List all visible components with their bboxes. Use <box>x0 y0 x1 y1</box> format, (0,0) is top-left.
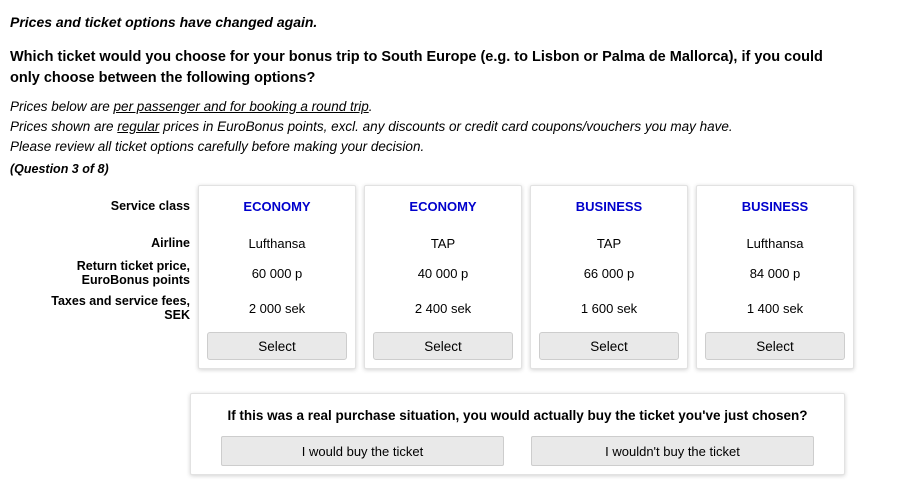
fineprint-line2: Prices shown are regular prices in EuroBonus points, excl. any discounts or credit card coupons/vouchers you may have. <box>10 119 733 134</box>
price-fineprint <box>10 97 890 157</box>
row-labels-column <box>10 185 190 330</box>
airline-value: TAP <box>430 235 456 251</box>
ticket-option-card-2 <box>364 185 522 369</box>
confirmation-question: If this was a real purchase situation, you would actually buy the ticket you've just chosen? <box>227 408 808 423</box>
row-label-fees: Taxes and service fees, SEK <box>51 294 190 322</box>
would-not-buy-button[interactable]: I wouldn't buy the ticket <box>531 436 814 466</box>
airline-value: Lufthansa <box>746 235 804 251</box>
price-value: 60 000 p <box>251 265 303 281</box>
ticket-option-card-4 <box>696 185 854 369</box>
select-button-4[interactable]: Select <box>705 332 845 360</box>
service-class-value: ECONOMY <box>243 198 311 214</box>
ticket-options-table <box>10 185 890 369</box>
purchase-confirmation-panel <box>190 393 845 475</box>
ticket-option-card-1 <box>198 185 356 369</box>
price-value: 66 000 p <box>583 265 635 281</box>
price-value: 40 000 p <box>417 265 469 281</box>
select-button-2[interactable]: Select <box>373 332 513 360</box>
would-buy-button[interactable]: I would buy the ticket <box>221 436 504 466</box>
change-notice: Prices and ticket options have changed again. <box>10 14 318 30</box>
service-class-value: BUSINESS <box>741 198 809 214</box>
row-label-airline: Airline <box>151 236 190 250</box>
fees-value: 1 400 sek <box>746 300 804 316</box>
select-button-1[interactable]: Select <box>207 332 347 360</box>
service-class-value: BUSINESS <box>575 198 643 214</box>
price-value: 84 000 p <box>749 265 801 281</box>
fees-value: 2 400 sek <box>414 300 472 316</box>
row-label-price: Return ticket price, EuroBonus points <box>76 259 190 287</box>
question-progress: (Question 3 of 8) <box>10 162 109 176</box>
airline-value: Lufthansa <box>248 235 306 251</box>
service-class-value: ECONOMY <box>409 198 477 214</box>
fees-value: 1 600 sek <box>580 300 638 316</box>
fineprint-line3: Please review all ticket options carefully before making your decision. <box>10 139 425 154</box>
fineprint-line1: Prices below are per passenger and for booking a round trip. <box>10 99 373 114</box>
airline-value: TAP <box>596 235 622 251</box>
survey-question: Which ticket would you choose for your bonus trip to South Europe (e.g. to Lisbon or Palma de Mallorca), if you could only choose between the following options? <box>10 49 823 86</box>
select-button-3[interactable]: Select <box>539 332 679 360</box>
ticket-option-card-3 <box>530 185 688 369</box>
confirmation-buttons <box>221 436 814 466</box>
fees-value: 2 000 sek <box>248 300 306 316</box>
row-label-service-class: Service class <box>110 199 190 213</box>
